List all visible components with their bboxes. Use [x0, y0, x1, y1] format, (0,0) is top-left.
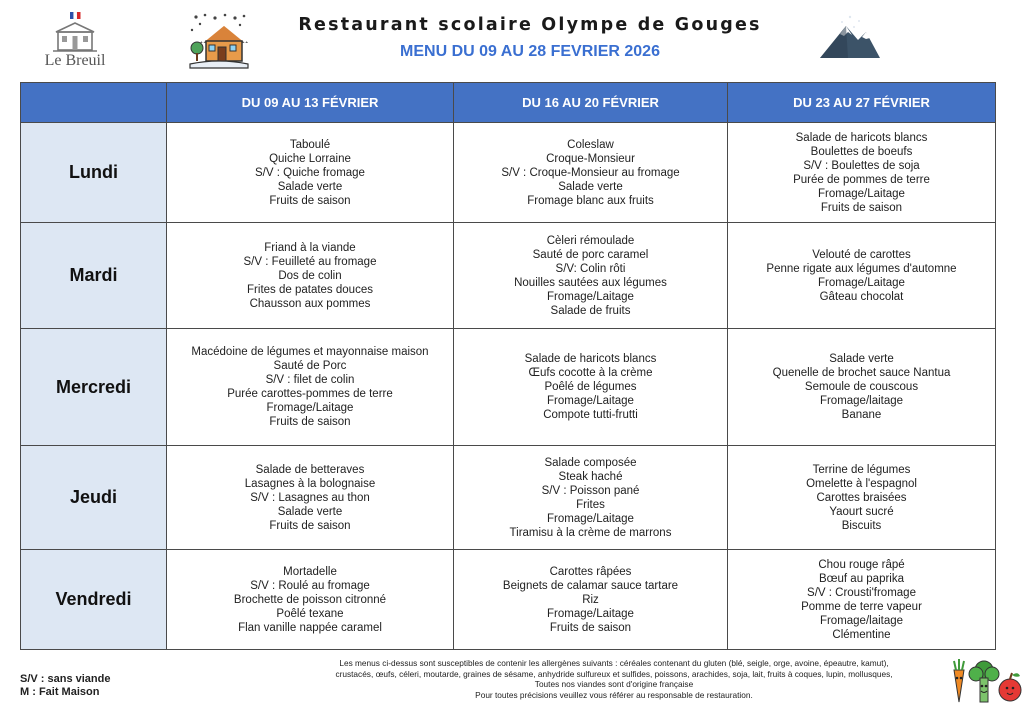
day-label: Vendredi	[21, 550, 167, 650]
dish: S/V: Colin rôti	[555, 262, 626, 275]
dish: Salade verte	[277, 180, 343, 193]
dish: Salade de haricots blancs	[524, 353, 657, 365]
dish: Chou rouge râpé	[818, 558, 905, 571]
dish: Macédoine de légumes et mayonnaise maison	[191, 346, 429, 358]
logo-text: Le Breuil	[44, 52, 106, 69]
dish: Chausson aux pommes	[249, 297, 371, 310]
dish: Banane	[841, 409, 882, 421]
menu-cell	[454, 550, 728, 650]
dish: Tiramisu à la crème de marrons	[509, 526, 672, 539]
menu-cell	[454, 329, 728, 446]
dish: Carottes râpées	[549, 565, 632, 578]
menu-cell	[167, 223, 454, 329]
dish: S/V : Quiche fromage	[255, 166, 365, 179]
page-title: Restaurant scolaire Olympe de Gouges	[298, 15, 762, 35]
menu-cell	[454, 223, 728, 329]
dish: Salade verte	[829, 353, 894, 365]
dish: Œufs cocotte à la crème	[528, 367, 653, 379]
menu-cell	[167, 329, 454, 446]
menu-cell	[728, 446, 996, 550]
snowy-mountain-icon	[818, 14, 882, 60]
dish: Carottes braisées	[816, 491, 907, 504]
dish: Fruits de saison	[269, 519, 351, 532]
dish: S/V : Roulé au fromage	[250, 579, 370, 592]
menu-cell	[167, 446, 454, 550]
dish: Brochette de poisson citronné	[233, 593, 387, 606]
dish: Friand à la viande	[264, 241, 356, 254]
dish: Poêlé de légumes	[544, 381, 637, 393]
dish: Biscuits	[841, 519, 882, 532]
dish: Frites	[576, 498, 605, 511]
le-breuil-logo	[36, 12, 114, 74]
menu-cell	[728, 550, 996, 650]
menu-cell	[728, 123, 996, 223]
dish: Poêlé texane	[276, 607, 344, 620]
menu-cell	[728, 329, 996, 446]
table-row	[21, 329, 996, 446]
dish: S/V : Feuilleté au fromage	[243, 255, 377, 268]
dish: Dos de colin	[278, 269, 342, 282]
table-row	[21, 550, 996, 650]
dish: Bœuf au paprika	[818, 572, 904, 585]
week-header: DU 23 AU 27 FÉVRIER	[728, 83, 996, 123]
menu-period-subtitle: MENU DU 09 AU 28 FEVRIER 2026	[400, 43, 660, 60]
dish: Velouté de carottes	[812, 248, 911, 261]
dish: Quenelle de brochet sauce Nantua	[772, 367, 951, 379]
dish: Salade de betteraves	[255, 463, 365, 476]
legend-item: S/V : sans viande	[20, 673, 111, 685]
dish: Cèleri rémoulade	[546, 234, 635, 247]
dish: Fromage blanc aux fruits	[527, 194, 654, 207]
dish: S/V : Croque-Monsieur au fromage	[501, 166, 680, 179]
dish: Salade composée	[544, 456, 637, 469]
day-label: Mardi	[21, 223, 167, 329]
dish: Mortadelle	[283, 565, 337, 578]
dish: Fromage/Laitage	[547, 607, 634, 620]
dish: S/V : filet de colin	[265, 374, 355, 386]
cartoon-vegetables-icon	[946, 656, 1024, 709]
allergen-notice	[278, 658, 950, 700]
dish: Omelette à l'espagnol	[806, 477, 917, 490]
allergen-line: Les menus ci-dessus sont susceptibles de contenir les allergènes suivants : céréales contenant du gluten (blé, seigle, orge, avoine, épeautre, kamut),	[339, 658, 889, 668]
town-hall-logo-icon	[50, 12, 100, 54]
dish: Fruits de saison	[549, 621, 632, 634]
table-header-row	[21, 83, 996, 123]
dish: Purée de pommes de terre	[793, 173, 930, 186]
dish: Yaourt sucré	[829, 505, 894, 518]
dish: Boulettes de boeufs	[810, 145, 913, 158]
dish: S/V : Poisson pané	[541, 484, 640, 497]
dish: Fruits de saison	[269, 194, 351, 207]
dish: Sauté de Porc	[273, 360, 347, 372]
dish: Taboulé	[289, 138, 331, 151]
dish: Gâteau chocolat	[819, 290, 904, 303]
snowy-house-icon	[188, 12, 250, 70]
dish: Fromage/Laitage	[818, 276, 905, 289]
dish: Clémentine	[832, 628, 891, 641]
legend-item: M : Fait Maison	[20, 686, 100, 698]
day-label: Lundi	[21, 123, 167, 223]
dish: Fromage/Laitage	[547, 290, 634, 303]
menu-table	[20, 82, 996, 650]
dish: Fromage/Laitage	[547, 395, 634, 407]
dish: Fromage/Laitage	[547, 512, 634, 525]
dish: Compote tutti-frutti	[543, 409, 638, 421]
menu-cell	[167, 123, 454, 223]
dish: Salade verte	[558, 180, 623, 193]
corner-cell	[21, 83, 167, 123]
day-label: Jeudi	[21, 446, 167, 550]
dish: Nouilles sautées aux légumes	[514, 276, 667, 289]
dish: Terrine de légumes	[812, 463, 911, 476]
dish: Salade de haricots blancs	[795, 131, 928, 144]
dish: S/V : Crousti'fromage	[807, 586, 916, 599]
dish: Penne rigate aux légumes d'automne	[766, 262, 957, 275]
dish: Fruits de saison	[820, 201, 903, 214]
table-row	[21, 446, 996, 550]
dish: Fromage/Laitage	[818, 187, 905, 200]
dish: S/V : Boulettes de soja	[803, 159, 920, 172]
dish: Frites de patates douces	[247, 283, 373, 296]
dish: Lasagnes à la bolognaise	[244, 477, 376, 490]
legend	[20, 673, 110, 699]
menu-cell	[167, 550, 454, 650]
dish: Steak haché	[558, 470, 623, 483]
week-header: DU 09 AU 13 FÉVRIER	[167, 83, 454, 123]
dish: Salade verte	[277, 505, 343, 518]
week-header: DU 16 AU 20 FÉVRIER	[454, 83, 728, 123]
dish: Fromage/laitage	[819, 395, 904, 407]
dish: Flan vanille nappée caramel	[238, 621, 382, 634]
dish: S/V : Lasagnes au thon	[250, 491, 370, 504]
allergen-line: Toutes nos viandes sont d'origine française	[534, 679, 694, 690]
day-label: Mercredi	[21, 329, 167, 446]
dish: Sauté de porc caramel	[532, 248, 649, 261]
menu-cell	[454, 446, 728, 550]
dish: Pomme de terre vapeur	[801, 600, 922, 613]
allergen-line: Pour toutes précisions veuillez vous référer au responsable de restauration.	[475, 689, 753, 700]
dish: Purée carottes-pommes de terre	[227, 388, 393, 400]
menu-cell	[728, 223, 996, 329]
dish: Salade de fruits	[550, 304, 631, 317]
table-row	[21, 223, 996, 329]
dish: Fromage/laitage	[819, 614, 904, 627]
dish: Coleslaw	[567, 138, 614, 151]
allergen-line: crustacés, œufs, céleri, moutarde, graines de sésame, anhydride sulfureux et sulfides, poissons, arachides, soja, lait, fruits à coques, lupin, mollusques,	[335, 668, 893, 679]
dish: Croque-Monsieur	[546, 152, 635, 165]
dish: Riz	[582, 593, 599, 606]
menu-cell	[454, 123, 728, 223]
dish: Quiche Lorraine	[269, 152, 351, 165]
dish: Semoule de couscous	[804, 381, 919, 393]
dish: Beignets de calamar sauce tartare	[502, 579, 679, 592]
dish: Fruits de saison	[269, 416, 351, 428]
dish: Fromage/Laitage	[266, 402, 354, 414]
table-row	[21, 123, 996, 223]
